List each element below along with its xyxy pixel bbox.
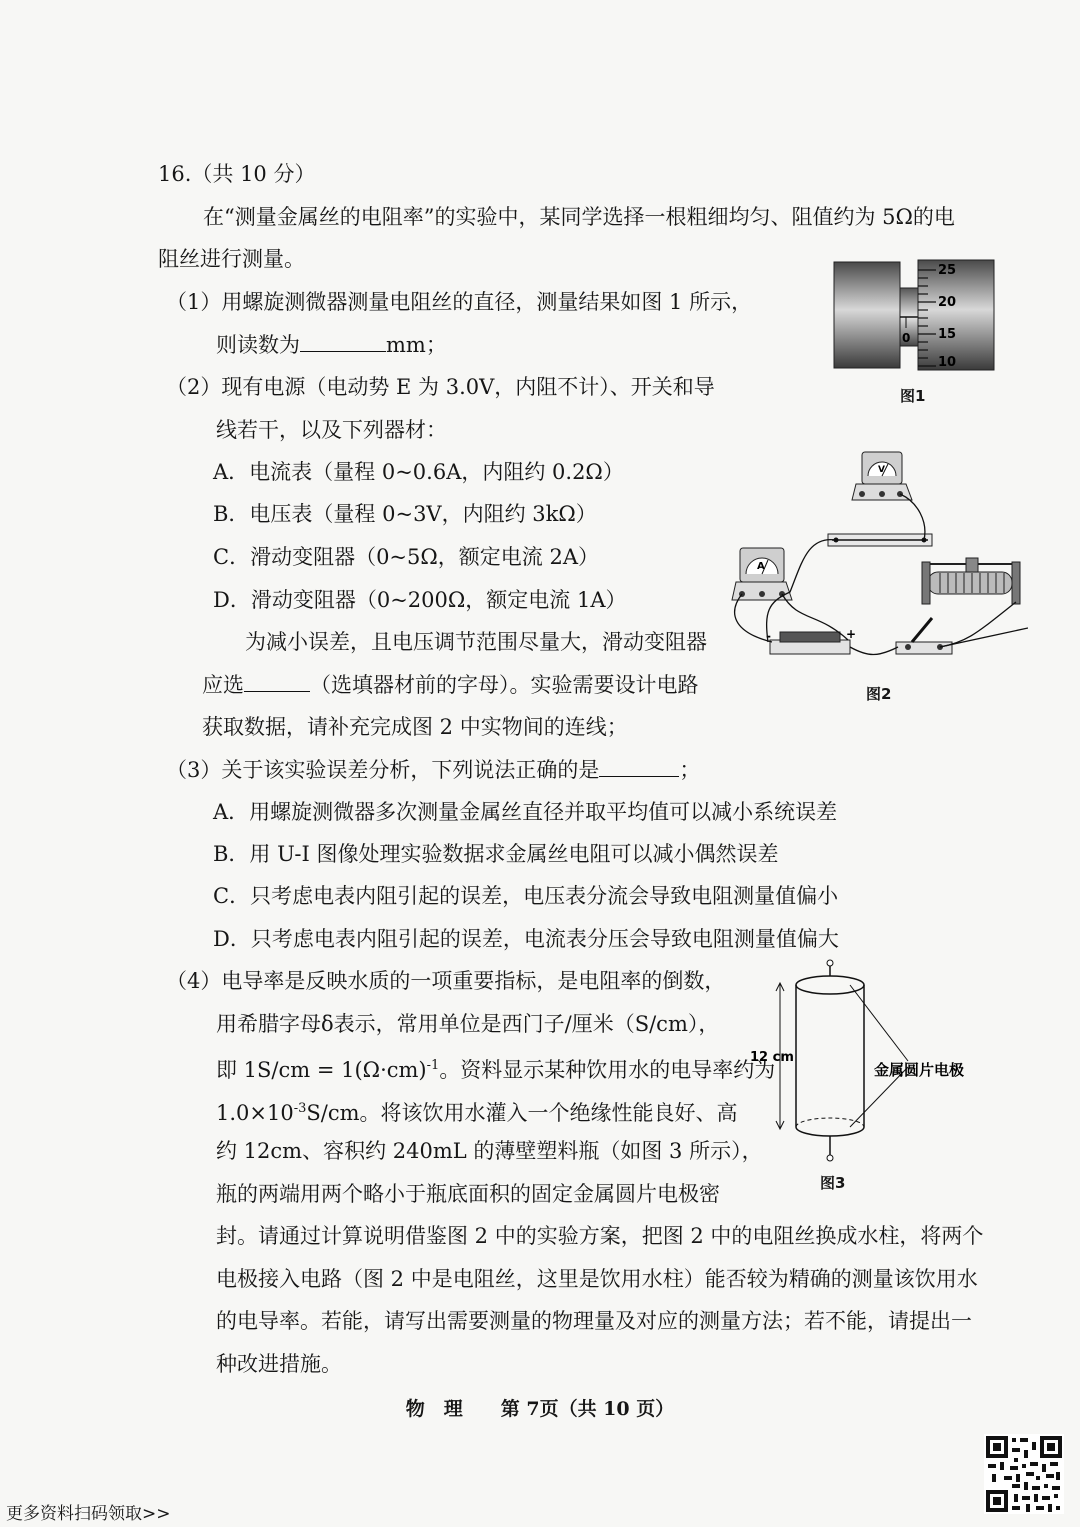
part3-option-a: A．用螺旋测微器多次测量金属丝直径并取平均值可以减小系统误差	[213, 800, 838, 824]
answer-blank-error[interactable]	[599, 756, 679, 777]
rheostat	[922, 558, 1020, 604]
page-footer: 物 理 第 7页（共 10 页）	[405, 1398, 675, 1420]
intro-line-1: 在“测量金属丝的电阻率”的实验中，某同学选择一根粗细均匀、阻值约为 5Ω的电	[203, 205, 955, 229]
part4-line-3-b: 。资料显示某种饮用水的电导率约为	[439, 1058, 776, 1082]
scale-label-zero: 0	[902, 331, 911, 345]
figure3-bottle	[750, 955, 990, 1170]
part4-line-3	[216, 1052, 775, 1084]
voltmeter-label: V	[878, 465, 885, 475]
resistance-wire-board	[828, 534, 932, 546]
part4-line-4-b: S/cm。将该饮用水灌入一个绝缘性能良好、高	[306, 1101, 738, 1125]
figure1-caption: 图1	[900, 387, 926, 405]
part4-line-10: 种改进措施。	[216, 1352, 342, 1376]
part2-line-8	[202, 671, 699, 699]
answer-blank-rheostat[interactable]	[244, 671, 310, 692]
battery-plus: +	[846, 627, 857, 641]
part4-line-2: 用希腊字母δ表示，常用单位是西门子/厘米（S/cm），	[216, 1012, 720, 1036]
scale-label-20: 20	[938, 295, 957, 310]
part4-line-4-a: 1.0×10	[216, 1101, 294, 1125]
part4-line-1: （4）电导率是反映水质的一项重要指标，是电阻率的倒数，	[166, 969, 726, 993]
voltmeter	[852, 452, 912, 500]
part3-option-c: C．只考虑电表内阻引起的误差，电压表分流会导致电阻测量值偏小	[213, 884, 839, 908]
part4-line-6: 瓶的两端用两个略小于瓶底面积的固定金属圆片电极密	[216, 1182, 720, 1206]
part4-line-7: 封。请通过计算说明借鉴图 2 中的实验方案，把图 2 中的电阻丝换成水柱，将两个	[216, 1224, 984, 1248]
ammeter-label: A	[757, 561, 765, 572]
question-header: 16.（共 10 分）	[158, 162, 316, 186]
scale-label-15: 15	[938, 327, 957, 342]
part2-prefix: 应选	[202, 673, 244, 697]
part1-unit: mm；	[386, 333, 447, 357]
qr-code[interactable]	[984, 1434, 1064, 1514]
figure3-caption: 图3	[820, 1174, 846, 1192]
height-label: 12 cm	[750, 1050, 794, 1065]
part2-option-b: B．电压表（量程 0~3V，内阻约 3kΩ）	[213, 502, 597, 526]
part2-option-c: C．滑动变阻器（0~5Ω，额定电流 2A）	[213, 545, 599, 569]
scale-label-10: 10	[938, 355, 957, 370]
part4-line-3-sup: -1	[426, 1058, 440, 1073]
answer-blank-diameter[interactable]	[300, 331, 386, 352]
part3-stem	[166, 756, 700, 784]
part2-option-a: A．电流表（量程 0~0.6A，内阻约 0.2Ω）	[213, 460, 624, 484]
part3-prefix: （3）关于该实验误差分析，下列说法正确的是	[166, 758, 600, 782]
figure1-micrometer	[832, 258, 997, 373]
part2-option-d: D．滑动变阻器（0~200Ω，额定电流 1A）	[213, 588, 627, 612]
more-info-link[interactable]: 更多资料扫码领取>>	[6, 1504, 171, 1524]
part3-option-d: D．只考虑电表内阻引起的误差，电流表分压会导致电阻测量值偏大	[213, 927, 839, 951]
part2-line-2: 线若干，以及下列器材：	[216, 418, 447, 442]
part2-suffix: （选填器材前的字母）。实验需要设计电路	[310, 673, 699, 697]
part4-line-9: 的电导率。若能，请写出需要测量的物理量及对应的测量方法；若不能，请提出一	[216, 1309, 972, 1333]
part1-prefix: 则读数为	[216, 333, 300, 357]
switch	[896, 618, 952, 654]
part4-line-8: 电极接入电路（图 2 中是电阻丝，这里是饮用水柱）能否较为精确的测量该饮用水	[216, 1267, 978, 1291]
intro-line-2: 阻丝进行测量。	[158, 247, 305, 271]
ammeter	[732, 548, 792, 600]
part2-line-9: 获取数据，请补充完成图 2 中实物间的连线；	[202, 715, 628, 739]
battery	[766, 627, 856, 654]
scale-label-25: 25	[938, 263, 957, 278]
part4-line-4-sup: -3	[293, 1101, 307, 1116]
electrode-label: 金属圆片电极	[874, 1061, 965, 1079]
figure2-circuit	[728, 442, 1028, 672]
part1-line-1: （1）用螺旋测微器测量电阻丝的直径，测量结果如图 1 所示，	[166, 290, 753, 314]
part4-line-5: 约 12cm、容积约 240mL 的薄壁塑料瓶（如图 3 所示），	[216, 1139, 763, 1163]
part1-line-2	[216, 331, 447, 359]
figure2-caption: 图2	[866, 685, 892, 703]
part2-line-1: （2）现有电源（电动势 E 为 3.0V，内阻不计）、开关和导	[166, 375, 715, 399]
part4-line-4	[216, 1095, 738, 1127]
part2-line-7: 为减小误差，且电压调节范围尽量大，滑动变阻器	[245, 630, 707, 654]
part3-suffix: ；	[679, 758, 701, 782]
part4-line-3-a: 即 1S/cm = 1(Ω·cm)	[216, 1058, 427, 1082]
battery-minus: -	[766, 629, 771, 643]
part3-option-b: B．用 U-I 图像处理实验数据求金属丝电阻可以减小偶然误差	[213, 842, 779, 866]
